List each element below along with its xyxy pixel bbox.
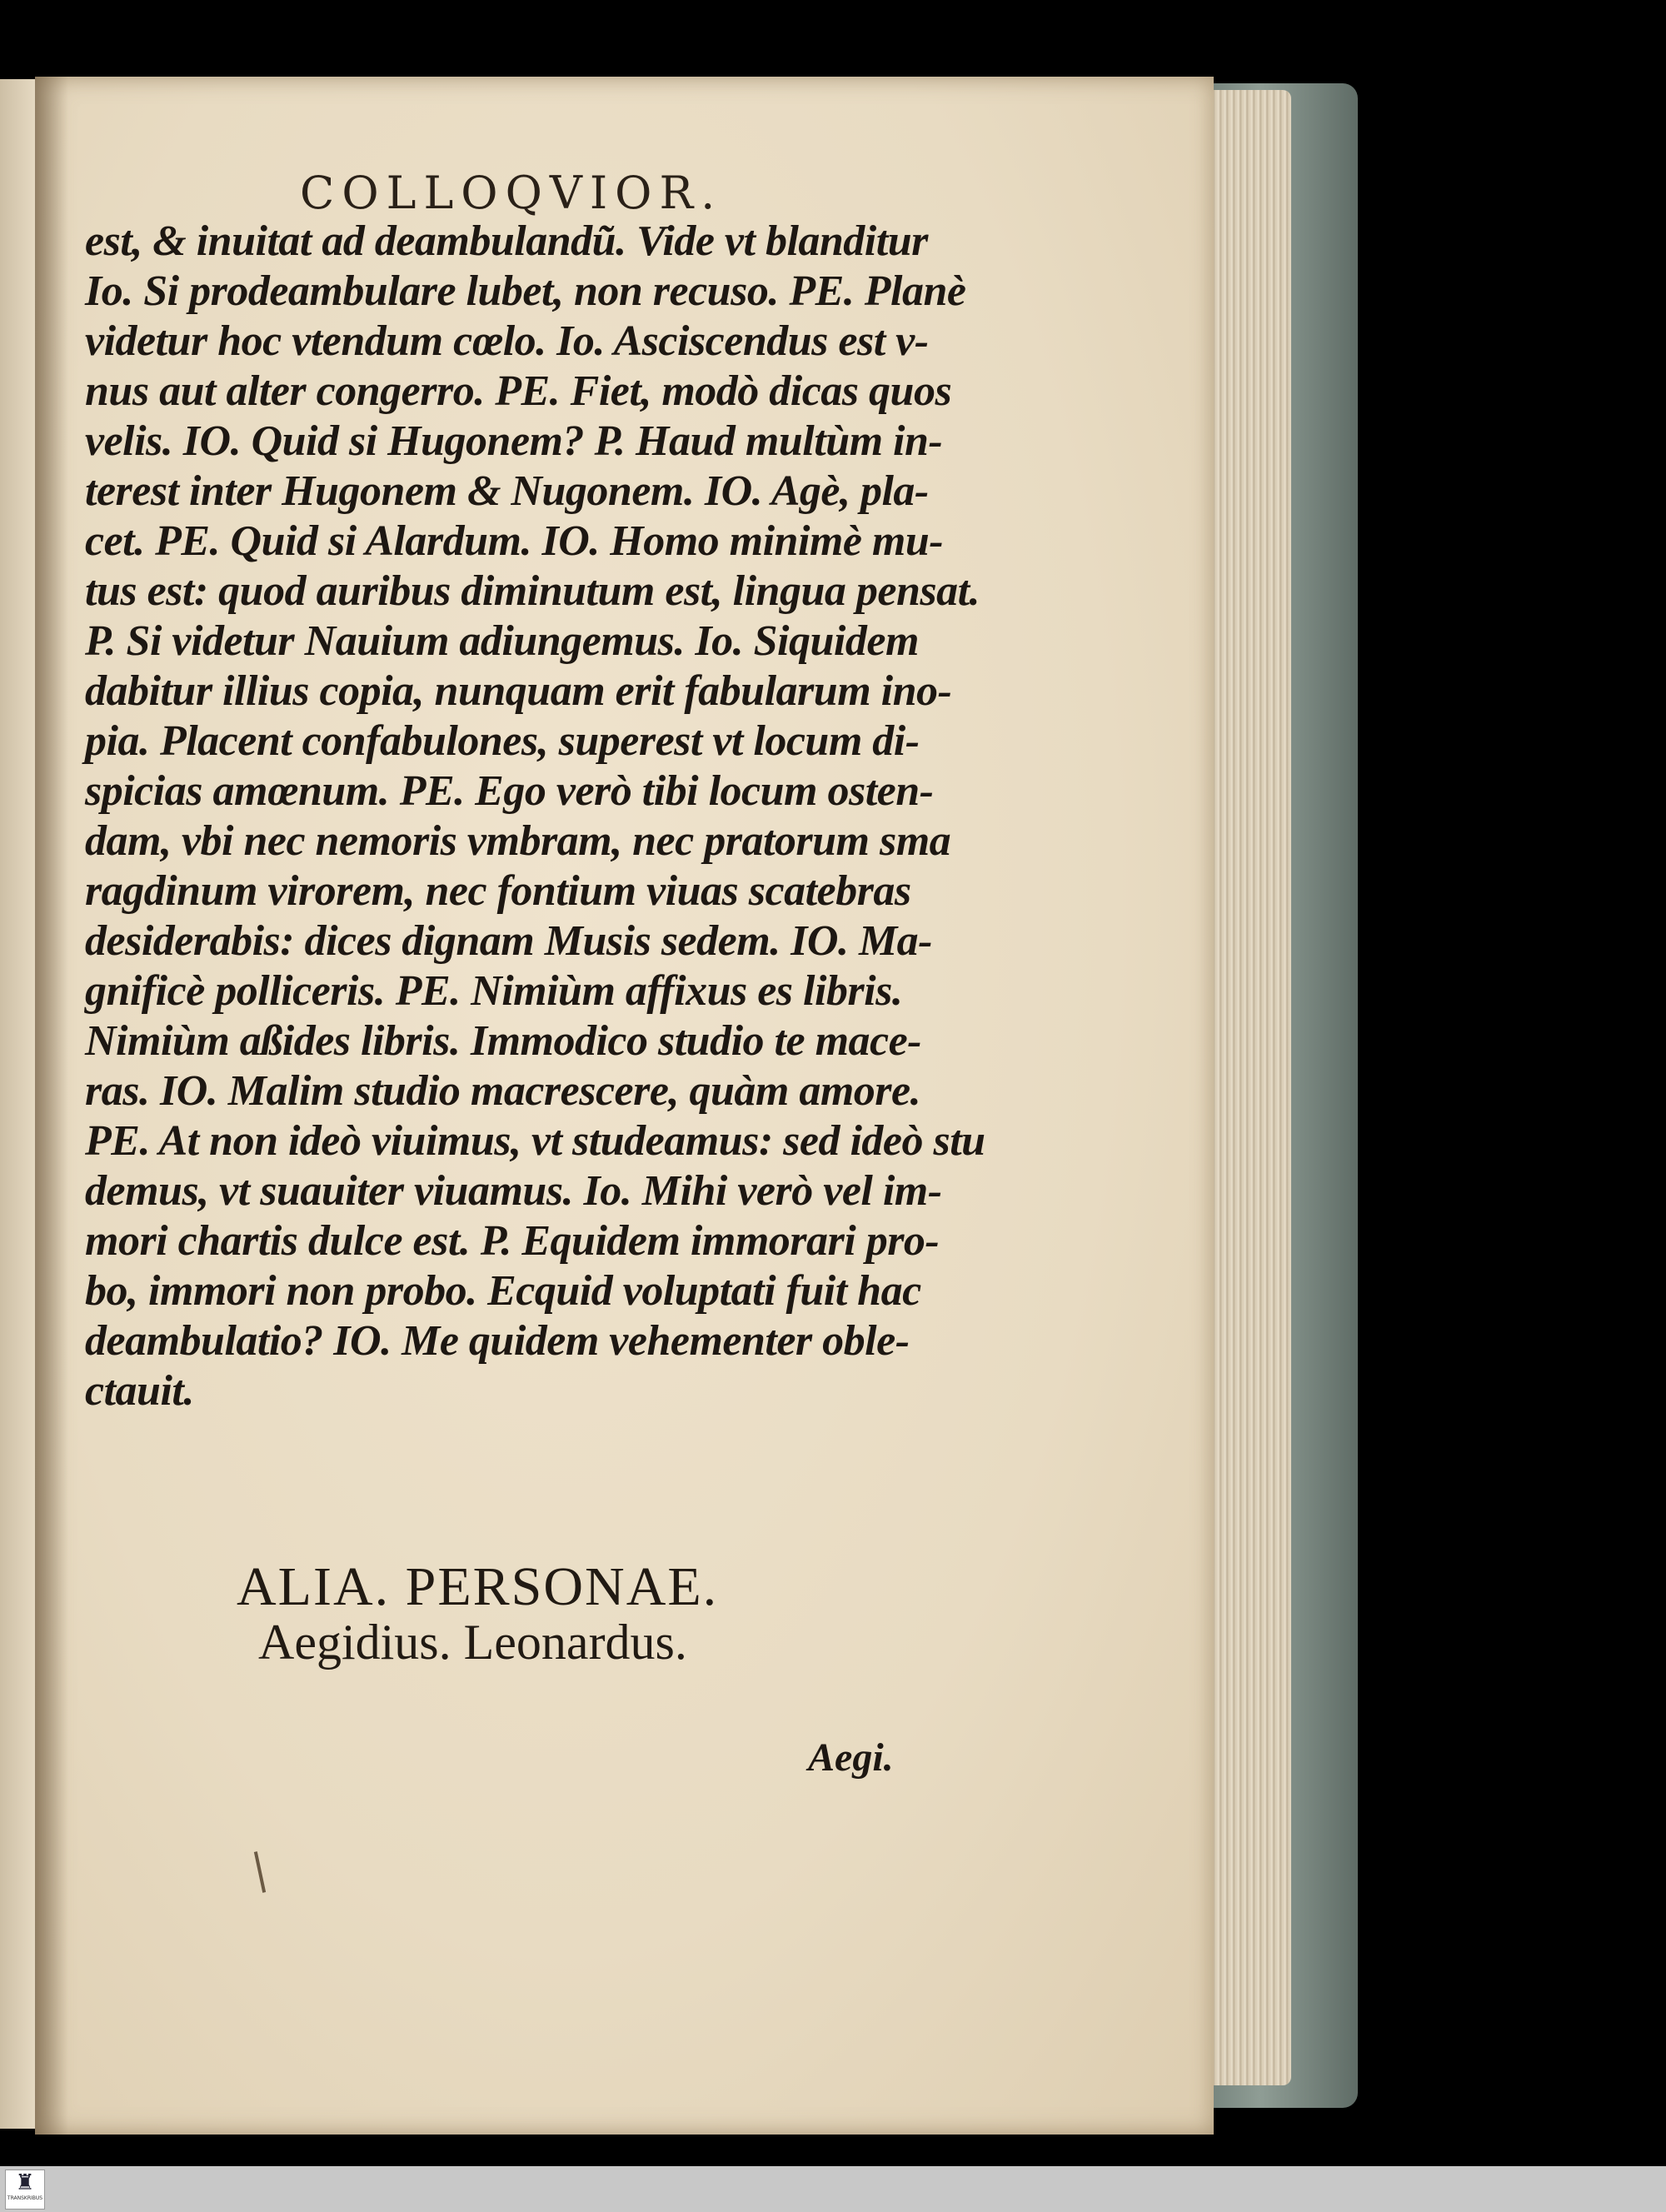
text-line: est, & inuitat ad deambulandũ. Vide vt blanditur: [85, 217, 928, 265]
text-line: tus est: quod auribus diminutum est, lingua pensat.: [85, 567, 980, 615]
text-line: velis. IO. Quid si Hugonem? P. Haud multùm in-: [85, 417, 943, 465]
text-line: demus, vt suauiter viuamus. Io. Mihi verò vel im-: [85, 1167, 942, 1215]
text-line: ras. IO. Malim studio macrescere, quàm amore.: [85, 1067, 921, 1115]
section-title: ALIA. PERSONAE.: [237, 1556, 719, 1617]
ink-mark: [254, 1851, 266, 1893]
text-line: deambulatio? IO. Me quidem vehementer oble-: [85, 1317, 910, 1365]
text-line: dabitur illius copia, nunquam erit fabularum ino-: [85, 667, 952, 715]
left-page-sliver: [0, 79, 37, 2129]
library-logo-icon: ♜ TRANSKRIBUS: [5, 2170, 45, 2210]
text-line: spicias amœnum. PE. Ego verò tibi locum osten-: [85, 767, 934, 815]
text-line: gnificè polliceris. PE. Nimiùm affixus es libris.: [85, 967, 903, 1015]
text-line: terest inter Hugonem & Nugonem. IO. Agè, pla-: [85, 467, 929, 515]
text-line: P. Si videtur Nauium adiungemus. Io. Siquidem: [85, 617, 919, 665]
catchword: Aegi.: [808, 1735, 894, 1780]
text-line: Io. Si prodeambulare lubet, non recuso. PE. Planè: [85, 267, 966, 315]
text-line: videtur hoc vtendum cœlo. Io. Asciscendus est v-: [85, 317, 929, 365]
body-text: [85, 217, 985, 1416]
text-line: desiderabis: dices dignam Musis sedem. IO. Ma-: [85, 917, 932, 965]
text-line: Nimiùm aßides libris. Immodico studio te mace-: [85, 1017, 921, 1065]
viewer-footer-bar: [0, 2166, 1666, 2212]
text-line: ragdinum virorem, nec fontium viuas scatebras: [85, 867, 911, 915]
text-line: ctauit.: [85, 1367, 194, 1415]
section-speakers: Aegidius. Leonardus.: [258, 1615, 687, 1670]
text-line: PE. At non ideò viuimus, vt studeamus: sed ideò stu: [85, 1117, 985, 1165]
text-line: bo, immori non probo. Ecquid voluptati fuit hac: [85, 1267, 921, 1315]
running-header: COLLOQVIOR.: [300, 167, 723, 219]
text-line: pia. Placent confabulones, superest vt locum di-: [85, 717, 920, 765]
text-line: dam, vbi nec nemoris vmbram, nec pratorum sma: [85, 817, 951, 865]
text-line: cet. PE. Quid si Alardum. IO. Homo minimè mu-: [85, 517, 944, 565]
text-line: mori chartis dulce est. P. Equidem immorari pro-: [85, 1217, 940, 1265]
page-gutter-shadow: [35, 77, 68, 2135]
book-page: [35, 77, 1214, 2135]
text-line: nus aut alter congerro. PE. Fiet, modò dicas quos: [85, 367, 952, 415]
